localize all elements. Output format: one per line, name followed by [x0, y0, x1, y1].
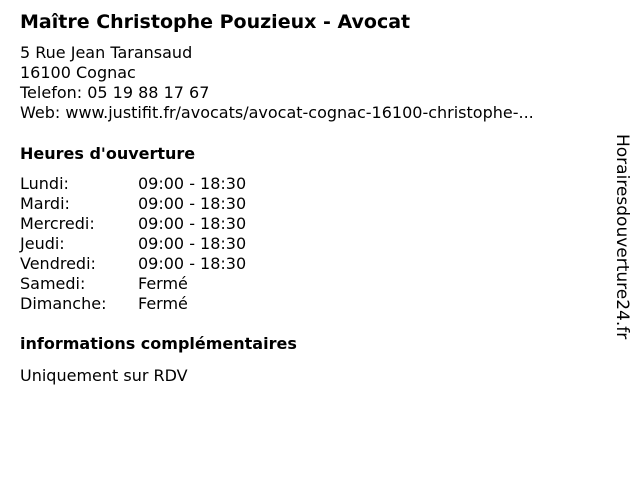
day-label: Samedi: [20, 274, 86, 293]
time-value: Fermé [138, 274, 188, 293]
day-label: Jeudi: [20, 234, 65, 253]
website-link[interactable]: Web: www.justifit.fr/avocats/avocat-cognac-16100-christophe-... [20, 103, 534, 122]
phone-number[interactable]: Telefon: 05 19 88 17 67 [20, 83, 210, 102]
side-watermark [612, 134, 632, 374]
time-value: Fermé [138, 294, 188, 313]
time-value: 09:00 - 18:30 [138, 234, 247, 253]
day-label: Vendredi: [20, 254, 96, 273]
additional-info-heading: informations complémentaires [20, 334, 297, 353]
day-label: Mercredi: [20, 214, 95, 233]
additional-info-text: Uniquement sur RDV [20, 366, 188, 385]
day-label: Mardi: [20, 194, 70, 213]
time-value: 09:00 - 18:30 [138, 194, 247, 213]
street-address: 5 Rue Jean Taransaud [20, 43, 193, 62]
business-title: Maître Christophe Pouzieux - Avocat [20, 11, 411, 33]
site-brand-label: Horairesdouverture24.fr [612, 134, 632, 340]
time-value: 09:00 - 18:30 [138, 174, 247, 193]
time-value: 09:00 - 18:30 [138, 254, 247, 273]
day-label: Dimanche: [20, 294, 107, 313]
contact-block [20, 43, 534, 123]
opening-hours-heading: Heures d'ouverture [20, 144, 196, 163]
day-label: Lundi: [20, 174, 69, 193]
time-value: 09:00 - 18:30 [138, 214, 247, 233]
city-postal: 16100 Cognac [20, 63, 136, 82]
